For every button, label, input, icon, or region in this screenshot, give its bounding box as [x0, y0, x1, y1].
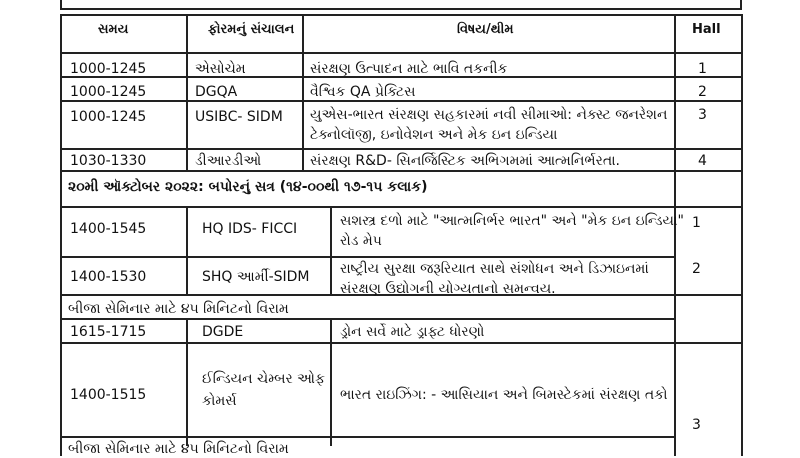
row-hall: 2	[692, 261, 701, 277]
break-note: બીજા સેમિનાર માટે ૪૫ મિનિટનો વિરામ	[68, 301, 289, 317]
row-divider	[62, 318, 674, 320]
row-time: 1400-1530	[70, 269, 147, 285]
row-forum: એસોચેમ	[195, 61, 246, 77]
row-time: 1400-1545	[70, 221, 147, 237]
break-note: બીજા સેમિનાર માટે ૪૫ મિનિટનો વિરામ	[68, 441, 289, 457]
row-hall: 2	[698, 84, 707, 100]
col-divider	[330, 206, 332, 294]
row-topic: ડ્રોન સર્વે માટે ડ્રાફ્ટ ધોરણો	[340, 324, 485, 340]
session-heading: ૨૦મી ઑક્ટોબર ૨૦૨૨: બપોરનું સત્ર (૧૪-૦૦થી ૧૭-૧૫ કલાક)	[68, 179, 428, 195]
header-time: સમય	[98, 22, 129, 37]
row-time: 1615-1715	[70, 324, 147, 340]
row-forum: SHQ આર્મી-SIDM	[202, 269, 310, 285]
row-topic-line2: રોડ મેપ	[340, 233, 382, 249]
row-time: 1000-1245	[70, 109, 147, 125]
col-divider	[186, 318, 188, 342]
col-divider	[330, 342, 332, 446]
row-forum: HQ IDS- FICCI	[202, 221, 298, 237]
row-forum: ડીઆરડીઓ	[195, 153, 262, 169]
row-forum: USIBC- SIDM	[195, 109, 283, 125]
row-hall: 3	[692, 417, 701, 433]
row-forum: DGDE	[202, 324, 244, 340]
row-hall: 1	[692, 215, 701, 231]
row-divider	[62, 256, 674, 258]
row-divider	[62, 170, 741, 172]
row-topic-line2: સંરક્ષણ ઉદ્યોગની યોગ્યતાનો સમન્વય.	[340, 281, 556, 297]
row-hall: 1	[698, 61, 707, 77]
row-topic-line1: સશસ્ત્ર દળો માટે "આત્મનિર્ભર ભારત" અને "મેક ઇન ઇન્ડિયા"	[340, 213, 684, 229]
schedule-table	[60, 14, 743, 456]
row-hall: 3	[698, 107, 707, 123]
row-time: 1000-1245	[70, 84, 147, 100]
row-divider	[62, 52, 741, 54]
row-topic-line1: રાષ્ટ્રીય સુરક્ષા જરૂરિયાત સાથે સંશોધન અને ડિઝાઇનમાં	[340, 261, 649, 277]
row-divider	[62, 436, 674, 438]
row-forum: DGQA	[195, 84, 238, 100]
row-topic: સંરક્ષણ ઉત્પાદન માટે ભાવિ તકનીક	[310, 61, 508, 77]
row-topic-line1: યુએસ-ભારત સંરક્ષણ સહકારમાં નવી સીમાઓ: નેક્સ્ટ જનરેશન	[310, 107, 668, 123]
row-divider	[62, 342, 741, 344]
top-table-edge	[60, 0, 742, 10]
row-time: 1030-1330	[70, 153, 147, 169]
col-divider	[674, 16, 676, 456]
row-divider	[62, 206, 741, 208]
row-topic: વૈશ્વિક QA પ્રેક્ટિસ	[310, 84, 416, 100]
row-forum-line1: ઈન્ડિયન ચેમ્બર ઓફ	[202, 371, 325, 387]
row-hall: 4	[698, 153, 707, 169]
col-divider	[186, 342, 188, 446]
header-forum: ફોરમનું સંચાલન	[208, 22, 295, 37]
col-divider	[186, 206, 188, 294]
row-time: 1400-1515	[70, 387, 147, 403]
header-hall: Hall	[692, 22, 721, 37]
header-topic: વિષય/થીમ	[457, 22, 514, 37]
col-divider	[330, 318, 332, 342]
row-forum-line2: કોમર્સ	[202, 393, 237, 409]
row-topic: ભારત રાઇઝિંગ: - આસિયાન અને બિમસ્ટેકમાં સંરક્ષણ તકો	[340, 387, 668, 403]
row-topic: સંરક્ષણ R&D- સિનર્જિસ્ટિક અભિગમમાં આત્મનિર્ભરતા.	[310, 153, 620, 169]
row-divider	[62, 148, 741, 150]
row-topic-line2: ટેક્નોલૉજી, ઇનોવેશન અને મેક ઇન ઇન્ડિયા	[310, 127, 558, 143]
row-time: 1000-1245	[70, 61, 147, 77]
